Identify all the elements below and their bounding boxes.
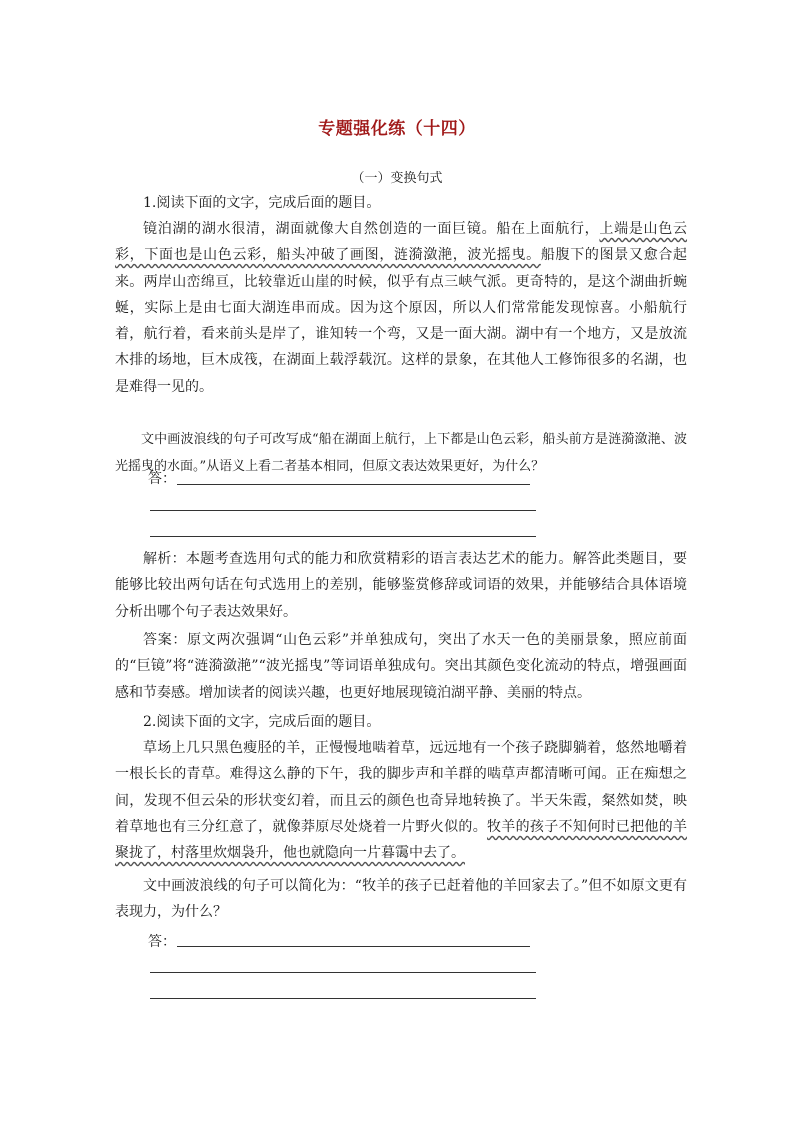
q1-answer: 答案：原文两次强调“山色云彩”并单独成句，突出了水天一色的美丽景象，照应前面的“巨镜”将“涟漪潋滟”“波光摇曳”等词语单独成句。突出其颜色变化流动的特点，增强画面感和节奏感。增加读者的阅读兴趣，也更好地展现镜泊湖平静、美丽的特点。 xyxy=(115,632,687,701)
q2-answer-line-3[interactable] xyxy=(150,998,536,999)
q1-passage xyxy=(115,216,687,400)
q2-wavy-sentence: 牧羊的孩子不知何时已把他的羊聚拢了，村落里炊烟袅升，他也就隐向一片暮霭中去了。 xyxy=(115,818,687,862)
q1-answer-line-3[interactable] xyxy=(150,536,536,537)
q1-wavy-sentence: 上端是山色云彩，下面也是山色云彩，船头冲破了画图，涟漪潋滟，波光摇曳。 xyxy=(115,221,688,264)
q2-answer-label: 答： xyxy=(148,934,176,950)
q1-answer-line-1[interactable] xyxy=(177,484,530,485)
q2-passage xyxy=(115,735,687,866)
q1-question: 文中画波浪线的句子可改写成“船在湖面上航行，上下都是山色云彩，船头前方是涟漪潋滟、波光摇曳的水面。”从语义上看二者基本相同，但原文表达效果更好，为什么？ xyxy=(115,432,687,474)
q2-answer-line-2[interactable] xyxy=(150,972,536,973)
q1-analysis: 解析：本题考查选用句式的能力和欣赏精彩的语言表达艺术的能力。解答此类题目，要能够比较出两句话在句式选用上的差别，能够鉴赏修辞或词语的效果，并能够结合具体语境分析出哪个句子表达效果好。 xyxy=(115,551,687,620)
q1-answer-label: 答： xyxy=(148,471,176,487)
q1-prompt: 1.阅读下面的文字，完成后面的题目。 xyxy=(143,195,381,211)
q1-passage-lead: 镜泊湖的湖水很清，湖面就像大自然创造的一面巨镜。船在上面航行， xyxy=(143,221,600,237)
q1-passage-rest: 船腹下的图景又愈合起来。两岸山峦绵亘，比较靠近山崖的时候，似乎有点三峡气派。更奇特的，是这个湖曲折蜿蜒，实际上是由七面大湖连串而成。因为这个原因，所以人们常常能发现惊喜。小船航行着，航行着，看来前头是岸了，谁知转一个弯，又是一面大湖。湖中有一个地方，又是放流木排的场地，巨木成筏，在湖面上载浮载沉。这样的景象，在其他人工修饰很多的名湖，也是难得一见的。 xyxy=(115,247,688,395)
q2-prompt: 2.阅读下面的文字，完成后面的题目。 xyxy=(143,714,381,730)
q1-answer-line-2[interactable] xyxy=(150,510,536,511)
section-heading: （一）变换句式 xyxy=(351,171,443,186)
q2-question: 文中画波浪线的句子可以简化为：“牧羊的孩子已赶着他的羊回家去了。”但不如原文更有表现力，为什么？ xyxy=(115,878,687,921)
q2-passage-lead: 草场上几只黑色瘦胫的羊，正慢慢地啮着草，远远地有一个孩子跷脚躺着，悠然地嚼着一根长长的青草。难得这么静的下午，我的脚步声和羊群的啮草声都清晰可闻。正在痴想之间，发现不但云朵的形状变幻着，而且云的颜色也奇异地转换了。半天朱霞，粲然如焚，映着草地也有三分红意了，就像莽原尽处烧着一片野火似的。 xyxy=(115,740,687,835)
q2-answer-line-1[interactable] xyxy=(177,946,530,947)
page-title: 专题强化练（十四） xyxy=(318,119,476,139)
